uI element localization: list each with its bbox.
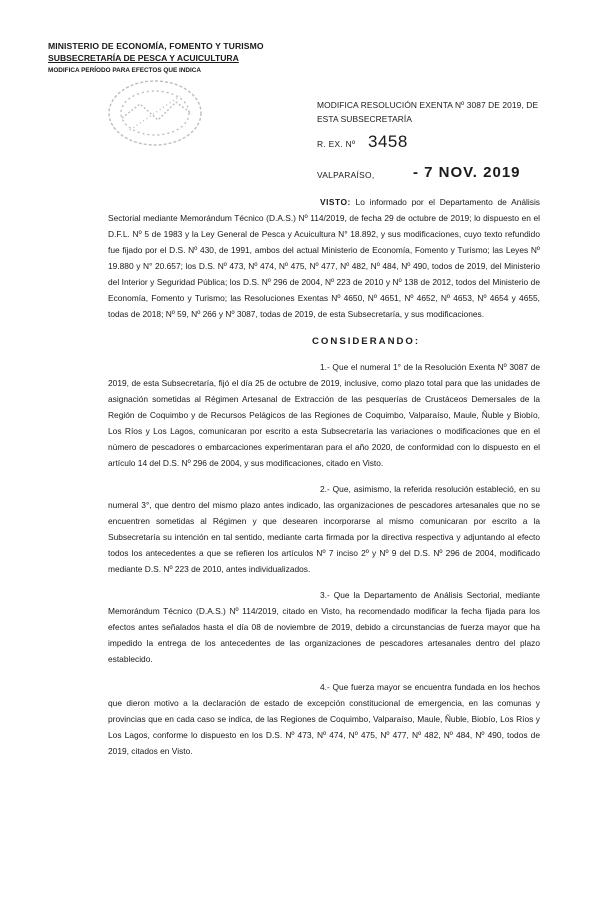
rex-label: R. EX. Nº: [317, 139, 356, 149]
considerando-text-4: 4.- Que fuerza mayor se encuentra fundada en los hechos que dieron motivo a la declaración de estado de excepción constitucional de emergencia, en las comunas y provincias que en cada caso se indica, de las Regiones de Coquimbo, Valparaíso, Maule, Ñuble, Biobío, Los Ríos y Los Lagos, conforme lo dispuesto en los D.S. Nº 473, Nº 474, Nº 475, Nº 477, Nº 482, Nº 484, Nº 490, todos de 2019, citados en Visto.: [108, 682, 540, 756]
subsecretaria-name: SUBSECRETARÍA DE PESCA Y ACUICULTURA: [48, 53, 239, 63]
considerando-item-4: [108, 679, 540, 759]
visto-label: VISTO:: [320, 197, 351, 207]
considerando-item-2: [108, 481, 540, 577]
considerando-heading: CONSIDERANDO:: [312, 336, 421, 347]
considerando-item-1: [108, 359, 540, 471]
considerando-text-2: 2.- Que, asimismo, la referida resolución estableció, en su numeral 3°, que dentro del mismo plazo antes indicado, las organizaciones de pescadores artesanales que no se encuentren sometidas al Régimen y que desearen incorporarse al mismo comunicaran por escrito a la Subsecretaría su intención en tal sentido, mediante carta firmada por la directiva respectiva y adjuntando al efecto todos los antecedentes a que se refieren los artículos Nº 7 inciso 2º y Nº 9 del D.S. Nº 296 de 2004, modificado mediante D.S. Nº 223 de 2010, antes individualizados.: [108, 484, 540, 574]
considerando-text-3: 3.- Que la Departamento de Análisis Sectorial, mediante Memorándum Técnico (D.A.S.) Nº 114/2019, citado en Visto, ha recomendado modificar la fecha fijada para los efectos antes señalados hasta el día 08 de noviembre de 2019, debido a circunstancias de fuerza mayor que ha impedido la entrega de los antecedentes de las organizaciones de pescadores artesanales dentro del plazo establecido.: [108, 590, 540, 664]
considerando-text-1: 1.- Que el numeral 1° de la Resolución Exenta Nº 3087 de 2019, de esta Subsecretaría, fijó el día 25 de octubre de 2019, inclusive, como plazo total para que las unidades de asignación sometidas al Régimen Artesanal de Extracción de las pesquerías de Crustáceos Demersales de la Región de Coquimbo y de Recursos Pelágicos de las Regiones de Coquimbo, Valparaíso, Maule, Ñuble y Biobío, Los Ríos y Los Lagos, comunicaran por escrito a esta Subsecretaría las variaciones o modificaciones que en el número de pescadores o embarcaciones experimentaran para el año 2020, de conformidad con lo dispuesto en el artículo 14 del D.S. Nº 296 de 2004, y sus modificaciones, citado en Visto.: [108, 362, 540, 468]
visto-text: Lo informado por el Departamento de Análisis Sectorial mediante Memorándum Técnico (D.A.S.) Nº 114/2019, de fecha 29 de octubre de 2019; lo dispuesto en el D.F.L. Nº 5 de 1983 y la Ley General de Pesca y Acuicultura N° 18.892, y sus modificaciones, cuyo texto refundido fue fijado por el D.S. Nº 430, de 1991, ambos del actual Ministerio de Economía, Fomento y Turismo; las Leyes Nº 19.880 y N° 20.657; los D.S. Nº 473, Nº 474, Nº 475, Nº 477, Nº 482, Nº 484, Nº 490, todos de 2019, del Ministerio del Interior y Seguridad Pública; los D.S. Nº 296 de 2004, Nº 223 de 2010 y Nº 138 de 2012, todos del Ministerio de Economía, Fomento y Turismo; las Resoluciones Exentas Nº 4650, Nº 4651, Nº 4652, Nº 4653, Nº 4654 y 4655, todas de 2018; Nº 59, Nº 266 y Nº 3087, todas de 2019, de esta Subsecretaría, y sus modificaciones.: [108, 197, 540, 319]
reference-title: MODIFICA RESOLUCIÓN EXENTA Nº 3087 DE 2019, DE ESTA SUBSECRETARÍA: [317, 100, 539, 124]
place-label: VALPARAÍSO,: [317, 170, 375, 180]
ministry-name: MINISTERIO DE ECONOMÍA, FOMENTO Y TURISMO: [48, 41, 264, 51]
rex-number: 3458: [368, 132, 408, 151]
visto-paragraph: [108, 194, 540, 322]
date-stamp: - 7 NOV. 2019: [413, 164, 521, 181]
document-subject: MODIFICA PERÍODO PARA EFECTOS QUE INDICA: [48, 67, 202, 74]
letterhead: [48, 40, 278, 76]
official-seal-stamp: [100, 74, 210, 152]
considerando-item-3: [108, 587, 540, 667]
